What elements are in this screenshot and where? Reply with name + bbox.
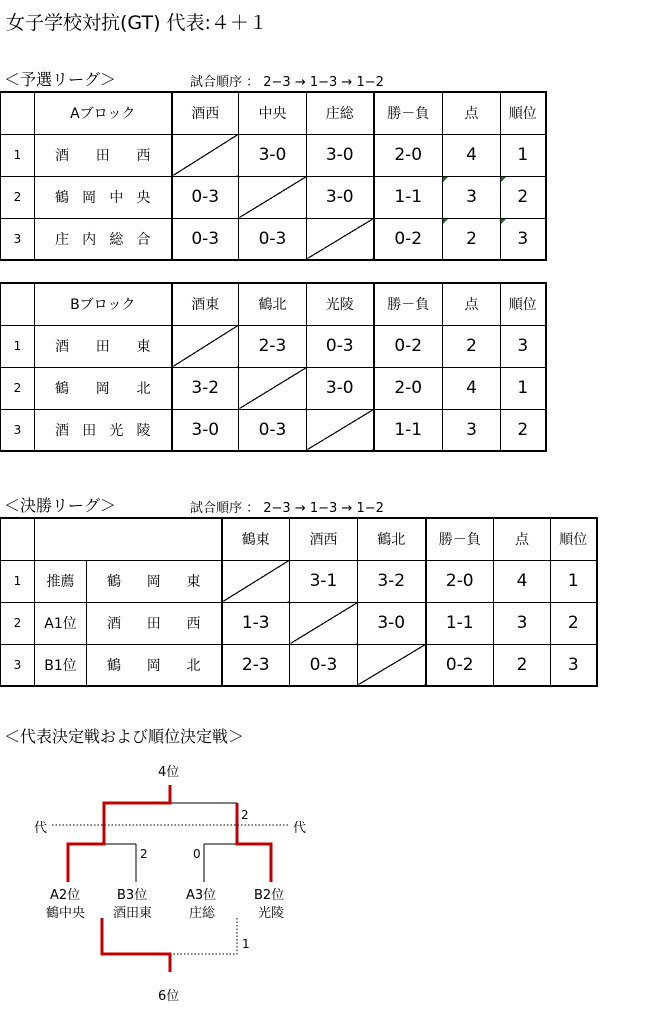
left-rep-label: 代 [34, 821, 48, 836]
block-name: Bブロック [35, 283, 172, 325]
score-bottom: 1 [242, 937, 250, 951]
team-seed: B3位 [117, 888, 148, 903]
pts-cell: 3 [443, 176, 501, 218]
team-seed: A2位 [50, 888, 81, 903]
bracket-top-label: 4位 [158, 765, 180, 780]
team-seed: A3位 [186, 888, 217, 903]
rank-header: 順位 [551, 518, 597, 560]
rank-cell: 1 [551, 560, 597, 602]
col-header: 中央 [239, 92, 307, 134]
pts-cell: 4 [443, 367, 501, 409]
block-name: Aブロック [35, 92, 172, 134]
wl-cell: 1-1 [374, 409, 443, 451]
row-no: 2 [1, 176, 35, 218]
rank-cell: 2 [501, 176, 546, 218]
result-cell: 0-3 [290, 644, 358, 686]
result-cell: 0-3 [172, 176, 239, 218]
result-cell: 0-3 [239, 409, 307, 451]
result-cell: 1-3 [222, 602, 290, 644]
row-no: 1 [1, 325, 35, 367]
team-name: 酒 田 西 [87, 602, 222, 644]
result-cell: 3-0 [172, 409, 239, 451]
team-seed: B2位 [254, 888, 285, 903]
col-header: 酒西 [290, 518, 358, 560]
seed-cell: A1位 [35, 602, 87, 644]
rank-cell: 1 [501, 134, 546, 176]
team-name: 庄総 [189, 906, 216, 921]
pts-cell: 3 [443, 409, 501, 451]
pts-cell: 4 [443, 134, 501, 176]
rank-cell: 2 [501, 409, 546, 451]
row-no: 2 [1, 367, 35, 409]
result-cell: 3-2 [172, 367, 239, 409]
team-name: 鶴 岡 東 [87, 560, 222, 602]
team-name: 庄 内 総 合 [35, 218, 172, 260]
seed-cell: 推薦 [35, 560, 87, 602]
result-cell: 3-0 [307, 367, 374, 409]
row-no: 3 [1, 409, 35, 451]
team-name: 光陵 [258, 906, 285, 921]
result-cell: 3-2 [358, 560, 426, 602]
team-name: 鶴 岡 中 央 [35, 176, 172, 218]
pts-cell: 2 [443, 218, 501, 260]
bracket-heading: ＜代表決定戦および順位決定戦＞ [4, 727, 245, 746]
right-rep-label: 代 [293, 821, 307, 836]
col-header: 鶴東 [222, 518, 290, 560]
col-header: 庄総 [307, 92, 374, 134]
bracket-bottom-label: 6位 [158, 989, 180, 1004]
row-no: 3 [1, 218, 35, 260]
result-cell: 0-3 [239, 218, 307, 260]
team-name: 鶴 岡 北 [87, 644, 222, 686]
final-order: 試合順序 ： 2−3 → 1−3 → 1−2 [190, 501, 384, 516]
score-top-right: 2 [241, 808, 249, 822]
row-no: 1 [1, 560, 35, 602]
col-header: 光陵 [307, 283, 374, 325]
wl-header: 勝－負 [374, 92, 443, 134]
result-cell: 0-3 [307, 325, 374, 367]
col-header: 酒東 [172, 283, 239, 325]
score-right-inner: 0 [193, 847, 201, 861]
wl-header: 勝－負 [374, 283, 443, 325]
wl-cell: 2-0 [426, 560, 494, 602]
rank-cell: 1 [501, 367, 546, 409]
team-name: 酒 田 東 [35, 325, 172, 367]
row-no: 2 [1, 602, 35, 644]
prelim-order: 試合順序 ： 2−3 → 1−3 → 1−2 [190, 75, 384, 90]
team-name: 酒 田 光 陵 [35, 409, 172, 451]
wl-cell: 2-0 [374, 367, 443, 409]
rank-cell: 3 [551, 644, 597, 686]
col-header: 酒西 [172, 92, 239, 134]
result-cell: 3-0 [358, 602, 426, 644]
pts-cell: 2 [443, 325, 501, 367]
result-cell: 2-3 [222, 644, 290, 686]
team-name: 酒田東 [113, 906, 153, 921]
col-header: 鶴北 [358, 518, 426, 560]
team-name: 鶴 岡 北 [35, 367, 172, 409]
rank-cell: 3 [501, 325, 546, 367]
pts-header: 点 [443, 92, 501, 134]
rank-header: 順位 [501, 92, 546, 134]
wl-header: 勝－負 [426, 518, 494, 560]
result-cell: 3-1 [290, 560, 358, 602]
row-no: 3 [1, 644, 35, 686]
final-heading: ＜決勝リーグ＞ [4, 496, 117, 515]
result-cell: 3-0 [307, 176, 374, 218]
score-left-inner: 2 [140, 847, 148, 861]
rank-header: 順位 [501, 283, 546, 325]
result-cell: 3-0 [239, 134, 307, 176]
row-no: 1 [1, 134, 35, 176]
wl-cell: 0-2 [374, 218, 443, 260]
pts-cell: 3 [494, 602, 551, 644]
wl-cell: 0-2 [374, 325, 443, 367]
result-cell: 3-0 [307, 134, 374, 176]
pts-cell: 4 [494, 560, 551, 602]
wl-cell: 1-1 [374, 176, 443, 218]
pts-header: 点 [494, 518, 551, 560]
wl-cell: 2-0 [374, 134, 443, 176]
wl-cell: 0-2 [426, 644, 494, 686]
pts-cell: 2 [494, 644, 551, 686]
rank-cell: 3 [501, 218, 546, 260]
prelim-heading: ＜予選リーグ＞ [4, 70, 117, 89]
pts-header: 点 [443, 283, 501, 325]
team-name: 鶴中央 [46, 906, 86, 921]
result-cell: 2-3 [239, 325, 307, 367]
col-header: 鶴北 [239, 283, 307, 325]
rank-cell: 2 [551, 602, 597, 644]
team-name: 酒 田 西 [35, 134, 172, 176]
seed-cell: B1位 [35, 644, 87, 686]
page-title: 女子学校対抗(GT) 代表:４＋１ [6, 12, 268, 34]
result-cell: 0-3 [172, 218, 239, 260]
wl-cell: 1-1 [426, 602, 494, 644]
